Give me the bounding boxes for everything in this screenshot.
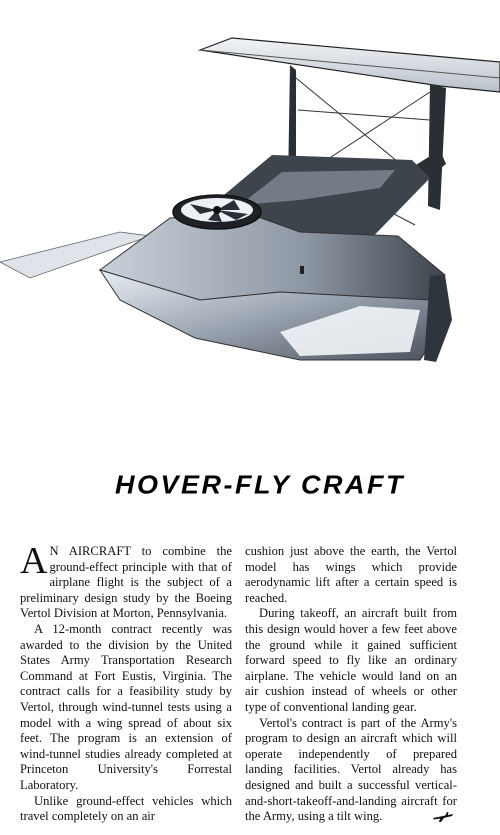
article-paragraph: A 12-month contract recently was awarded to the division by the United States Army Transportation Research Command at Fort Eustis, Virginia. The contract calls for a feasibility study by Vertol, through wind-tunnel tests using a model with a wing spread of about six feet. The program is an extension of wind-tunnel studies already completed at Princeton University's Forrestal Laboratory.: [20, 621, 232, 792]
article-paragraph: [20, 540, 232, 622]
article-headline: HOVER-FLY CRAFT: [115, 470, 405, 500]
article-column-left: [20, 540, 232, 825]
article-column-right: [245, 544, 457, 825]
airplane-end-mark-icon: [432, 810, 454, 824]
drop-cap: A: [20, 540, 48, 582]
article-paragraph: During takeoff, an aircraft built from this design would hover a few feet above the ground while it gained sufficient forward speed to fly like an ordinary airplane. The vehicle would land on an air cushion instead of wheels or other type of conventional landing gear.: [245, 606, 457, 714]
article-paragraph: cushion just above the earth, the Vertol model has wings which provide aerodynamic lift after a certain speed is reached.: [245, 544, 457, 605]
article-paragraph: Vertol's contract is part of the Army's program to design an aircraft which will operate independently of prepared landing facilities. Vertol already has designed and built a successful vertical-and-short-takeoff-and-landing aircraft for the Army, using a tilt wing.: [245, 715, 457, 824]
paragraph-text: N AIRCRAFT to combine the ground-effect principle with that of airplane flight is the subject of a preliminary design study by the Boeing Vertol Division at Morton, Pennsylvania.: [20, 544, 232, 621]
article-paragraph: Unlike ground-effect vehicles which travel completely on an air: [20, 793, 232, 824]
